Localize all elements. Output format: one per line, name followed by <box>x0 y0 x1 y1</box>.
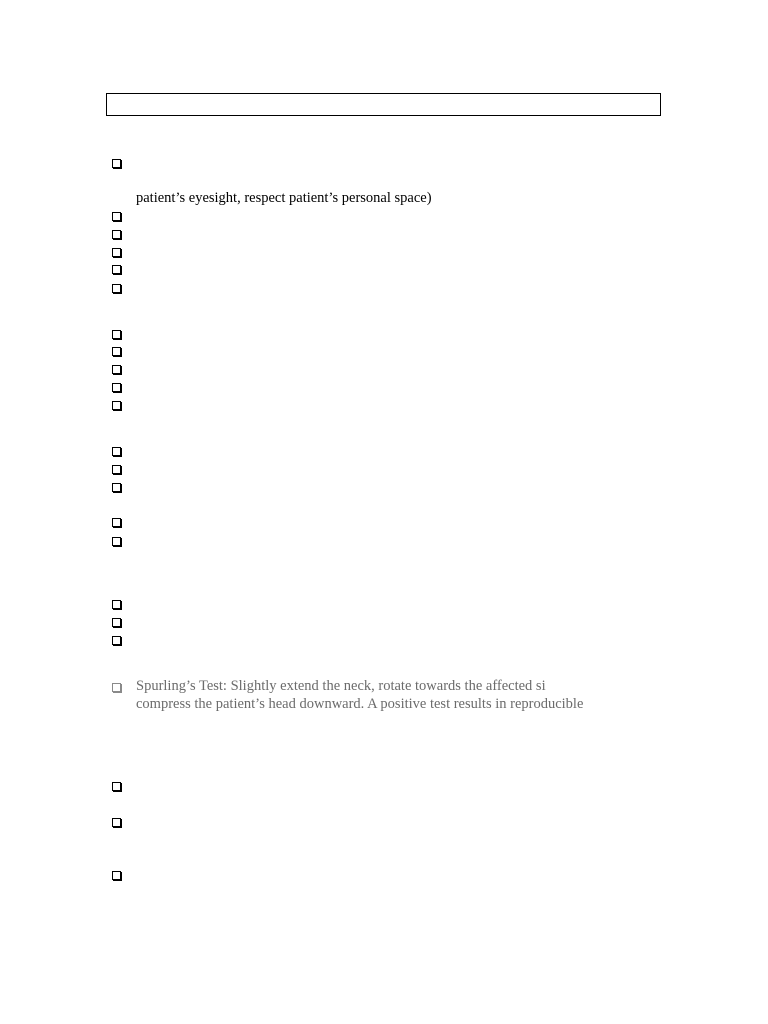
checkbox-bullet-icon <box>112 248 121 257</box>
spurling-test-line-1: Spurling’s Test: Slightly extend the neck, rotate towards the affected si <box>136 678 546 694</box>
checkbox-bullet-icon <box>112 871 121 880</box>
checkbox-bullet-icon <box>112 818 121 827</box>
checkbox-bullet-icon <box>112 447 121 456</box>
checkbox-bullet-icon <box>112 212 121 221</box>
checkbox-bullet-icon <box>112 347 121 356</box>
item-1-continuation: patient’s eyesight, respect patient’s personal space) <box>136 190 432 206</box>
checkbox-bullet-icon <box>112 636 121 645</box>
checkbox-bullet-icon <box>112 618 121 627</box>
checkbox-bullet-icon <box>112 159 121 168</box>
checkbox-bullet-icon <box>112 230 121 239</box>
checkbox-bullet-icon <box>112 265 121 274</box>
checkbox-bullet-icon <box>112 383 121 392</box>
spurling-test-line-2: compress the patient’s head downward. A positive test results in reproducible <box>136 696 584 712</box>
checkbox-bullet-icon <box>112 401 121 410</box>
checkbox-bullet-icon <box>112 483 121 492</box>
checkbox-bullet-icon <box>112 330 121 339</box>
checkbox-bullet-icon <box>112 537 121 546</box>
checkbox-bullet-icon <box>112 518 121 527</box>
checkbox-bullet-icon <box>112 782 121 791</box>
checkbox-bullet-icon <box>112 600 121 609</box>
checkbox-bullet-icon <box>112 284 121 293</box>
checkbox-bullet-icon <box>112 365 121 374</box>
title-box <box>106 93 661 116</box>
checkbox-bullet-icon <box>112 465 121 474</box>
checkbox-bullet-icon <box>112 683 121 692</box>
